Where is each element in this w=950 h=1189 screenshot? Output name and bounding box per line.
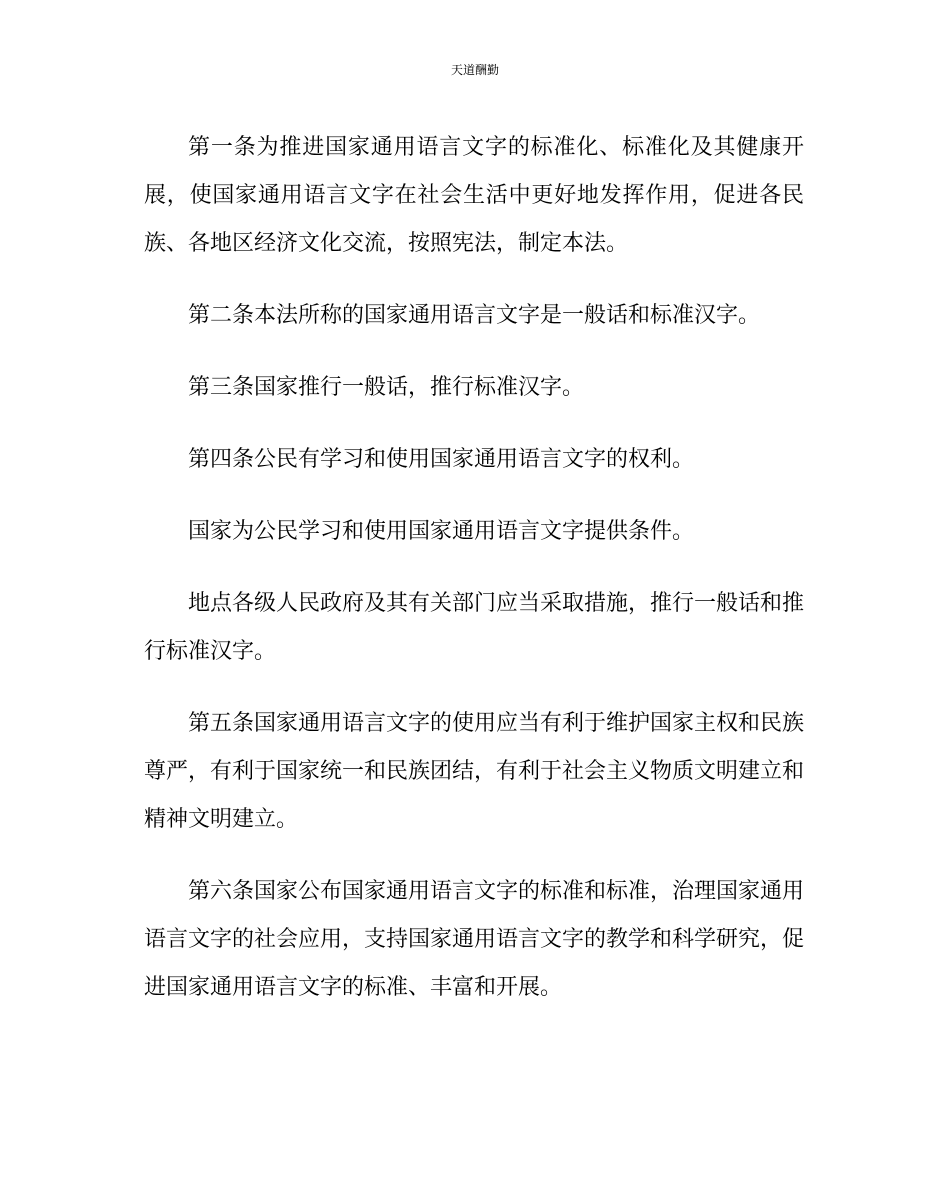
page-header: 天道酬勤 [450,63,499,77]
paragraph-article-4: 第四条公民有学习和使用国家通用语言文字的权利。 [188,447,695,472]
paragraph-article-3: 第三条国家推行一般话，推行标准汉字。 [188,375,585,400]
paragraph-article-5: 第五条国家通用语言文字的使用应当有利于维护国家主权和民族尊严，有利于国家统一和民族团结，有利于社会主义物质文明建立和精神文明建立。 [144,711,805,832]
paragraph-article-4-clause-3: 地点各级人民政府及其有关部门应当采取措施，推行一般话和推行标准汉字。 [144,591,805,664]
paragraph-article-6: 第六条国家公布国家通用语言文字的标准和标准，治理国家通用语言文字的社会应用，支持国家通用语言文字的教学和科学研究，促进国家通用语言文字的标准、丰富和开展。 [144,879,805,1000]
paragraph-article-4-clause-2: 国家为公民学习和使用国家通用语言文字提供条件。 [188,519,695,544]
paragraph-article-2: 第二条本法所称的国家通用语言文字是一般话和标准汉字。 [188,303,761,328]
paragraph-article-1: 第一条为推进国家通用语言文字的标准化、标准化及其健康开展，使国家通用语言文字在社会生活中更好地发挥作用，促进各民族、各地区经济文化交流，按照宪法，制定本法。 [144,135,804,256]
document-body [144,124,804,1036]
